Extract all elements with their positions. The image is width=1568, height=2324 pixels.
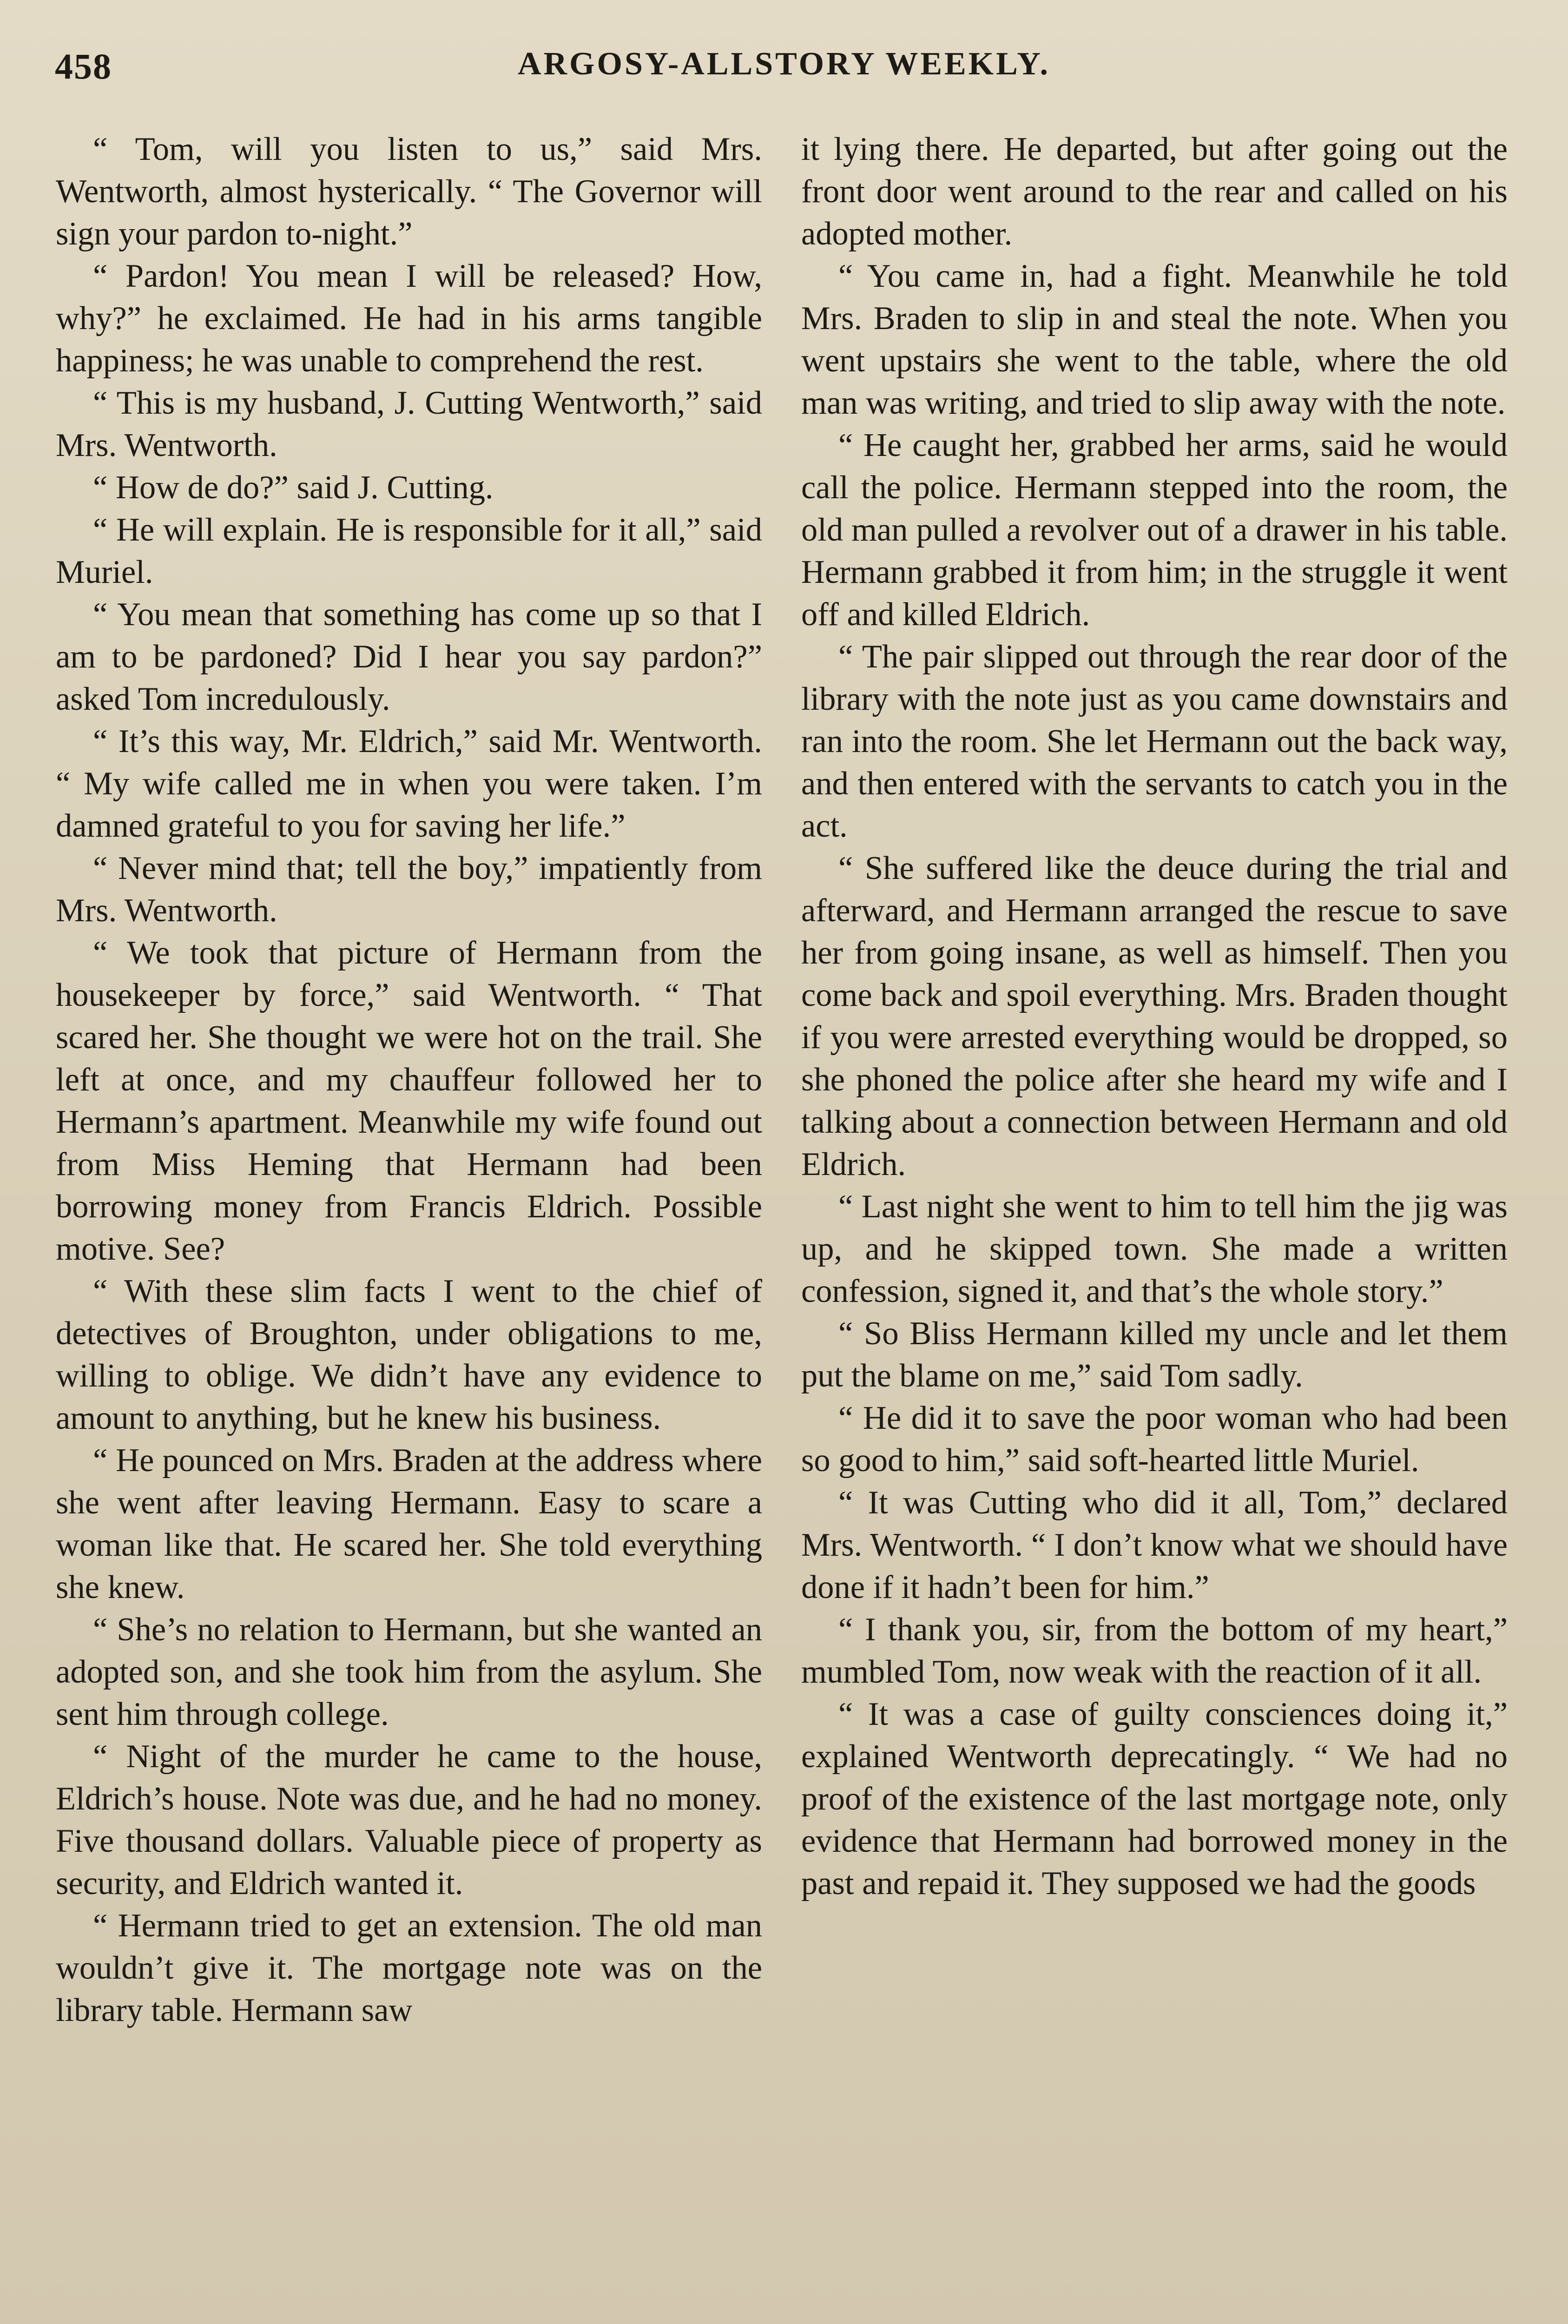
right-column <box>801 128 1508 1905</box>
paragraph: “ It was a case of guilty consciences doing it,” explained Wentworth deprecatingly. “ We had no proof of the existence of the last mortgage note, only evidence that Hermann had borrowed money in the past and repaid it. They supposed we had the goods <box>801 1696 1508 1901</box>
paragraph: “ So Bliss Hermann killed my uncle and let them put the blame on me,” said Tom sadly. <box>801 1315 1508 1394</box>
paragraph-continuation: it lying there. He departed, but after going out the front door went around to the rear and called on his adopted mother. <box>801 131 1508 252</box>
paragraph: “ How de do?” said J. Cutting. <box>93 469 494 506</box>
paragraph: “ Never mind that; tell the boy,” impatiently from Mrs. Wentworth. <box>56 850 762 929</box>
paragraph: “ You mean that something has come up so that I am to be pardoned? Did I hear you say pardon?” asked Tom incredulously. <box>56 596 762 717</box>
paragraph: “ He will explain. He is responsible for it all,” said Muriel. <box>56 512 762 590</box>
paragraph: “ It was Cutting who did it all, Tom,” declared Mrs. Wentworth. “ I don’t know what we should have done if it hadn’t been for him.” <box>801 1485 1508 1605</box>
paragraph: “ Last night she went to him to tell him the jig was up, and he skipped town. She made a written confession, signed it, and that’s the whole story.” <box>801 1188 1508 1309</box>
paragraph: “ Pardon! You mean I will be released? How, why?” he exclaimed. He had in his arms tangible happiness; he was unable to comprehend the rest. <box>56 258 762 379</box>
paragraph: “ She’s no relation to Hermann, but she wanted an adopted son, and she took him from the asylum. She sent him through college. <box>56 1611 762 1732</box>
paragraph: “ We took that picture of Hermann from the housekeeper by force,” said Wentworth. “ That scared her. She thought we were hot on the trail. She left at once, and my chauffeur followed her to Hermann’s apartment. Meanwhile my wife found out from Miss Heming that Hermann had been borrowing money from Francis Eldrich. Possible motive. See? <box>56 935 762 1267</box>
paragraph: “ He pounced on Mrs. Braden at the address where she went after leaving Hermann. Easy to scare a woman like that. He scared her. She told everything she knew. <box>56 1442 762 1605</box>
paragraph: “ Tom, will you listen to us,” said Mrs. Wentworth, almost hysterically. “ The Governor will sign your pardon to-night.” <box>56 131 762 252</box>
paragraph: “ The pair slipped out through the rear door of the library with the note just as you came downstairs and ran into the room. She let Hermann out the back way, and then entered with the servants to catch you in the act. <box>801 639 1508 844</box>
paragraph: “ You came in, had a fight. Meanwhile he told Mrs. Braden to slip in and steal the note. When you went upstairs she went to the table, where the old man was writing, and tried to slip away with the note. <box>801 258 1508 421</box>
running-title: ARGOSY-ALLSTORY WEEKLY. <box>517 46 1051 82</box>
paragraph: “ This is my husband, J. Cutting Wentworth,” said Mrs. Wentworth. <box>56 385 762 463</box>
paragraph: “ With these slim facts I went to the chief of detectives of Broughton, under obligations to me, willing to oblige. We didn’t have any evidence to amount to anything, but he knew his business. <box>56 1273 762 1436</box>
left-column <box>56 128 762 2032</box>
paragraph: “ He did it to save the poor woman who had been so good to him,” said soft-hearted little Muriel. <box>801 1400 1508 1479</box>
paragraph: “ It’s this way, Mr. Eldrich,” said Mr. Wentworth. “ My wife called me in when you were taken. I’m damned grateful to you for saving her life.” <box>56 723 762 844</box>
paragraph: “ I thank you, sir, from the bottom of my heart,” mumbled Tom, now weak with the reaction of it all. <box>801 1611 1508 1690</box>
paragraph: “ She suffered like the deuce during the trial and afterward, and Hermann arranged the rescue to save her from going insane, as well as himself. Then you come back and spoil everything. Mrs. Braden thought if you were arrested everything would be dropped, so she phoned the police after she heard my wife and I talking about a connection between Hermann and old Eldrich. <box>801 850 1508 1182</box>
paragraph: “ Hermann tried to get an extension. The old man wouldn’t give it. The mortgage note was on the library table. Hermann saw <box>56 1908 762 2028</box>
paragraph: “ He caught her, grabbed her arms, said he would call the police. Hermann stepped into the room, the old man pulled a revolver out of a drawer in his table. Hermann grabbed it from him; in the struggle it went off and killed Eldrich. <box>801 427 1508 633</box>
paragraph: “ Night of the murder he came to the house, Eldrich’s house. Note was due, and he had no money. Five thousand dollars. Valuable piece of property as security, and Eldrich wanted it. <box>56 1738 762 1901</box>
page-number: 458 <box>55 46 112 86</box>
